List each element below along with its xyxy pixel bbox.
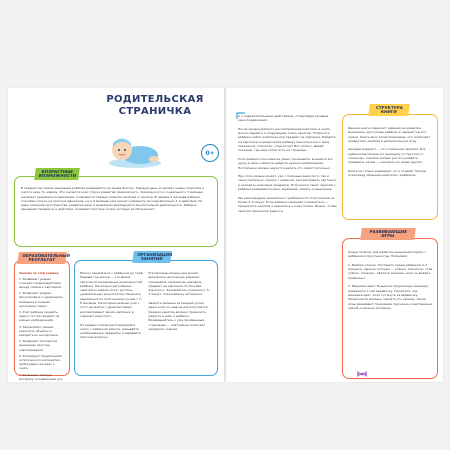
left-page: [8, 88, 225, 382]
organization-box: [74, 251, 218, 376]
right-main-text: и с подражательными действиями, стимулируя речевые звукоподражания. После неоднократного рассматривания картинок в книге можно перейти к следующему этапу занятий. Попросите ребёнка найти животное или предмет на картинке. Найдите на картинке и предложите ребёнку прикоснуться к нему пальчиком. Спросите: «Где котик? Вот котик». Давай покажем, где ещё котик есть на странице. Если ребёнок пока ещё не умеет показывать, возьмите его ручку в свою и вместе найдите нужное изображение. Постепенно малыш научится делать это самостоятельно. При этом малыш может, как с помощью взрослого, так и самостоятельно, играть с книжкой, рассматривать картинки и находить знакомые предметы. В процессе таких занятий у ребёнка развивается речь, внимание, память и мышление. Мы рекомендуем заниматься с ребёнком по этой книжке не более 2–3 минут. Если ребёнок начинает отвлекаться — прекратите занятие и вернитесь к нему позже. Важно, чтобы занятия приносили радость.: [238, 114, 337, 213]
games-tag: РАЗВИВАЮЩИЕ ИГРЫ: [360, 228, 416, 240]
games-text: Очень полезно для развития мышления играть с ребёнком в простые игры. Например: 1. Выбери утенка. Поставьте перед ребёнком 2–3 игрушки, одна из которых — утёнок. Спросите: «Где утёнок, покажи». Хвалите малыша, если он выбрал правильно. 2. Машинка едет. Возьмите игрушечную машинку, привяжите к ней верёвочку. Покажите, как машинка едет, если потянуть за верёвочку. Предложите малышу сделать это самому. Такие игры развивают понимание причинно-следственных связей и мелкую моторику.: [348, 250, 433, 310]
organization-columns: [80, 271, 212, 340]
games-box: [342, 228, 438, 379]
organization-tag: ОРГАНИЗАЦИЯ ЗАНЯТИЙ: [132, 251, 172, 263]
education-heading: Занятия по этой книжке:: [19, 271, 60, 275]
bow-decoration-icon: [356, 370, 368, 378]
structure-tag: СТРУКТУРА КНИГИ: [368, 104, 410, 116]
development-box: [14, 168, 218, 247]
education-item: 7. Развивают мелкую моторику, координацию рук.: [19, 372, 64, 381]
education-item: 1. Развивают умение точечного взаимодействия между словом и картинкой.: [19, 276, 62, 289]
education-box: [14, 252, 71, 381]
development-tag: ВОЗРАСТНЫЕ ВОЗМОЖНОСТИ: [34, 168, 80, 180]
education-item: 4. Закрепляют умение различать объекты и находить их на картинке.: [19, 324, 59, 337]
organization-col-1: Можно заниматься с ребёнком до года! Первый год жизни — это время запуска потенциальных возможностей ребёнка. Несколько регулярных занятий в неделю могут достичь удивительных результатов. Начинать заниматься по этой книжке лучше с 7–8 месяцев. Некоторые малыши уже с этого возраста с удовольствием рассматривают яркие картинки и слушают взрослого. На первых этапах рассматривайте книгу с ребёнком вместе, называйте изображённые предметы и задавайте простые вопросы.: [80, 271, 144, 340]
right-page: [226, 88, 443, 382]
age-rating-badge: 0+: [201, 144, 219, 162]
education-tag: ОБРАЗОВАТЕЛЬНЫЙ РЕЗУЛЬТАТ: [17, 252, 67, 264]
page-title: [100, 94, 210, 118]
development-text: В первый год жизни мышление ребёнка развивается не менее быстро. Каждый день он делает новые открытия и учится чему-то новому. Это касается всех сторон развития: физического, психического и социального. У малыша начинает развиваться мышление, появляются первые попытки анализа и синтеза. В первые 9 месяцев ребёнок способен только на простые движения, но в 9 месяцев уже может совершать последовательно 2–3 действия. По мере освоения пространства, развития речи и мышления формируется мыслительная деятельность. Ребёнок связывает предметы и действия, понимает простые слова, которые их обозначают.: [21, 186, 204, 212]
organization-col-2: В 9 месяцев малыш уже может выполнять несложные задания: показывать пальчиком, находить предмет на картинке по просьбе взрослого. Занимайтесь понемногу, 5–7 минут, пока ребёнку интересно. Хвалите малыша за каждый успех, даже если он ещё не всё получается. Каждое занятие должно приносить радость и вам, и ребёнку. Возвращайтесь к уже пройденным страницам — повторение помогает закрепить знания.: [148, 271, 211, 331]
structure-text: Данная книга содержит задания на развитие мышления, доступные ребёнку в первый год его жизни. Книга ярко иллюстрирована, что позволяет превратить занятия в увлекательную игру. Каждый разворот — это отдельное занятие. Все задания выстроены по принципу от простого к сложному: сначала малыш учится узнавать предметы, затем — находить их среди других. Книга не только развивает, но и создаёт тёплую атмосферу общения родителя с ребёнком.: [348, 126, 431, 178]
education-list: [19, 277, 65, 381]
education-item: 2. Развивают умение фокусировать и удерживать внимание в течение нескольких минут.: [19, 291, 64, 308]
education-item: 6. Формируют предпосылки эстетического восприятия, пробуждают интерес к книге.: [19, 353, 62, 371]
structure-box: [342, 104, 438, 220]
education-item: 5. Развивают логическое мышление, простые классификации.: [19, 339, 58, 352]
title-line-1: РОДИТЕЛЬСКАЯ: [106, 94, 204, 105]
title-line-2: СТРАНИЧКА: [118, 106, 192, 117]
education-item: 3. Учат ребёнка узнавать один и тот же предмет на разных изображениях.: [19, 309, 60, 323]
baby-illustration: [102, 133, 164, 169]
